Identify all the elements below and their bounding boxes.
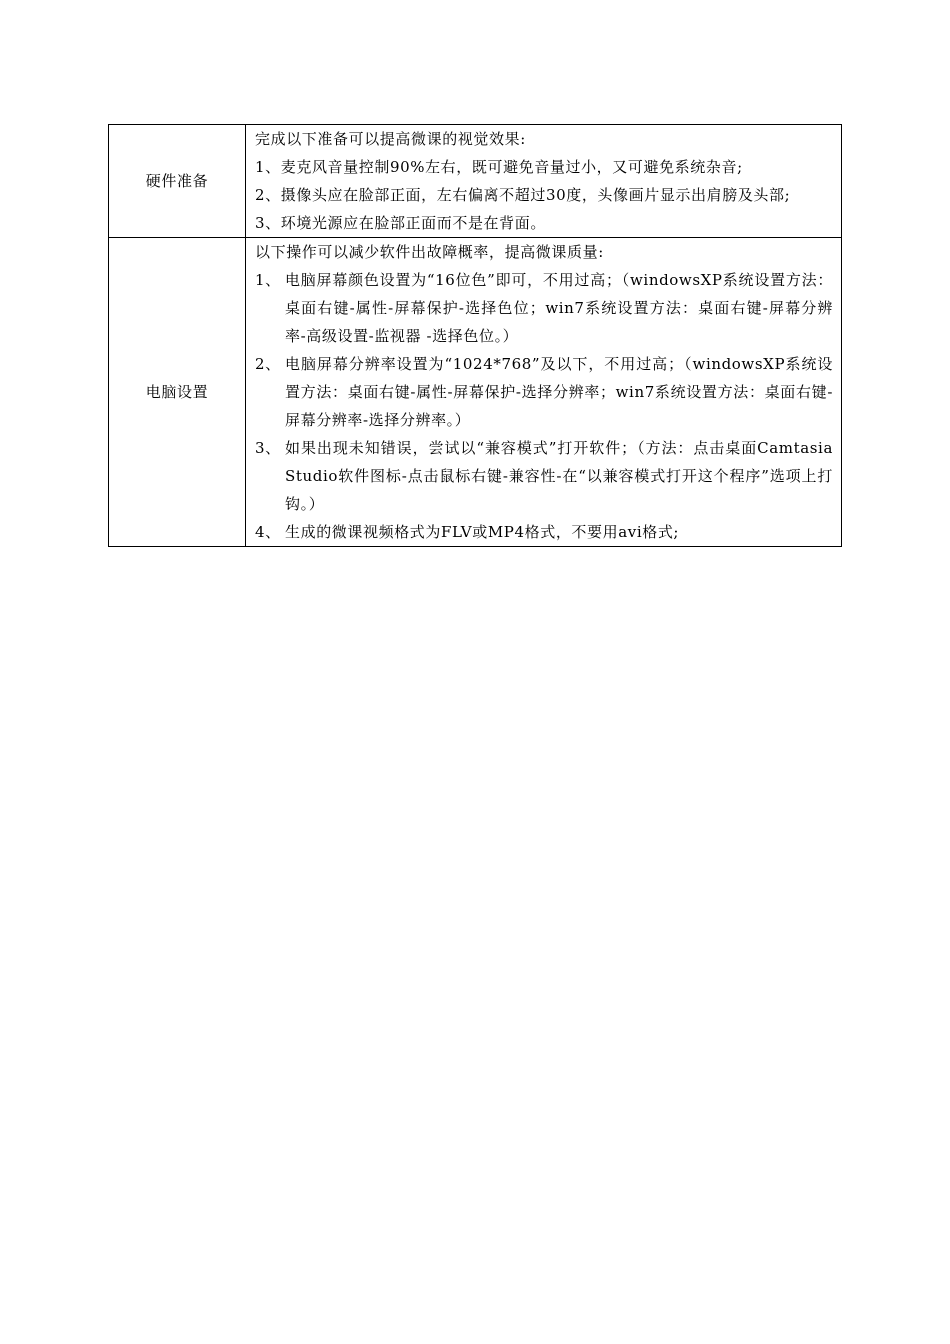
computer-intro: 以下操作可以减少软件出故障概率，提高微课质量:: [255, 243, 604, 261]
row-content-computer: [246, 238, 842, 547]
hardware-intro: 完成以下准备可以提高微课的视觉效果:: [255, 130, 526, 148]
item-text: 如果出现未知错误，尝试以“兼容模式”打开软件；（方法：点击桌面Camtasia Studio软件图标-点击鼠标右键-兼容性-在“以兼容模式打开这个程序”选项上打钩。）: [285, 439, 833, 513]
item-number: 4、: [255, 523, 281, 541]
computer-item-1: [255, 266, 833, 350]
row-content-hardware: [246, 125, 842, 238]
item-text: 电脑屏幕颜色设置为“16位色”即可，不用过高；（windowsXP系统设置方法：桌面右键-属性-屏幕保护-选择色位；win7系统设置方法：桌面右键-屏幕分辨率-高级设置-监视器 -选择色位。）: [285, 271, 833, 345]
item-text: 生成的微课视频格式为FLV或MP4格式，不要用avi格式;: [285, 523, 680, 541]
computer-item-4: [255, 518, 833, 546]
computer-item-3: [255, 434, 833, 518]
table-row-computer: [109, 238, 842, 547]
computer-item-2: [255, 350, 833, 434]
hardware-item-1: 1、麦克风音量控制90%左右，既可避免音量过小，又可避免系统杂音;: [255, 158, 743, 176]
hardware-item-2: 2、摄像头应在脸部正面，左右偏离不超过30度，头像画片显示出肩膀及头部;: [255, 186, 791, 204]
row-label-hardware: 硬件准备: [109, 125, 246, 238]
hardware-item-3: 3、环境光源应在脸部正面而不是在背面。: [255, 214, 546, 232]
item-number: 2、: [255, 355, 281, 373]
requirements-table: [108, 124, 842, 547]
row-label-computer: 电脑设置: [109, 238, 246, 547]
table-row-hardware: [109, 125, 842, 238]
item-text: 电脑屏幕分辨率设置为“1024*768”及以下，不用过高；（windowsXP系统设置方法：桌面右键-属性-屏幕保护-选择分辨率；win7系统设置方法：桌面右键-屏幕分辨率-选择分辨率。）: [285, 355, 833, 429]
item-number: 1、: [255, 271, 281, 289]
item-number: 3、: [255, 439, 281, 457]
